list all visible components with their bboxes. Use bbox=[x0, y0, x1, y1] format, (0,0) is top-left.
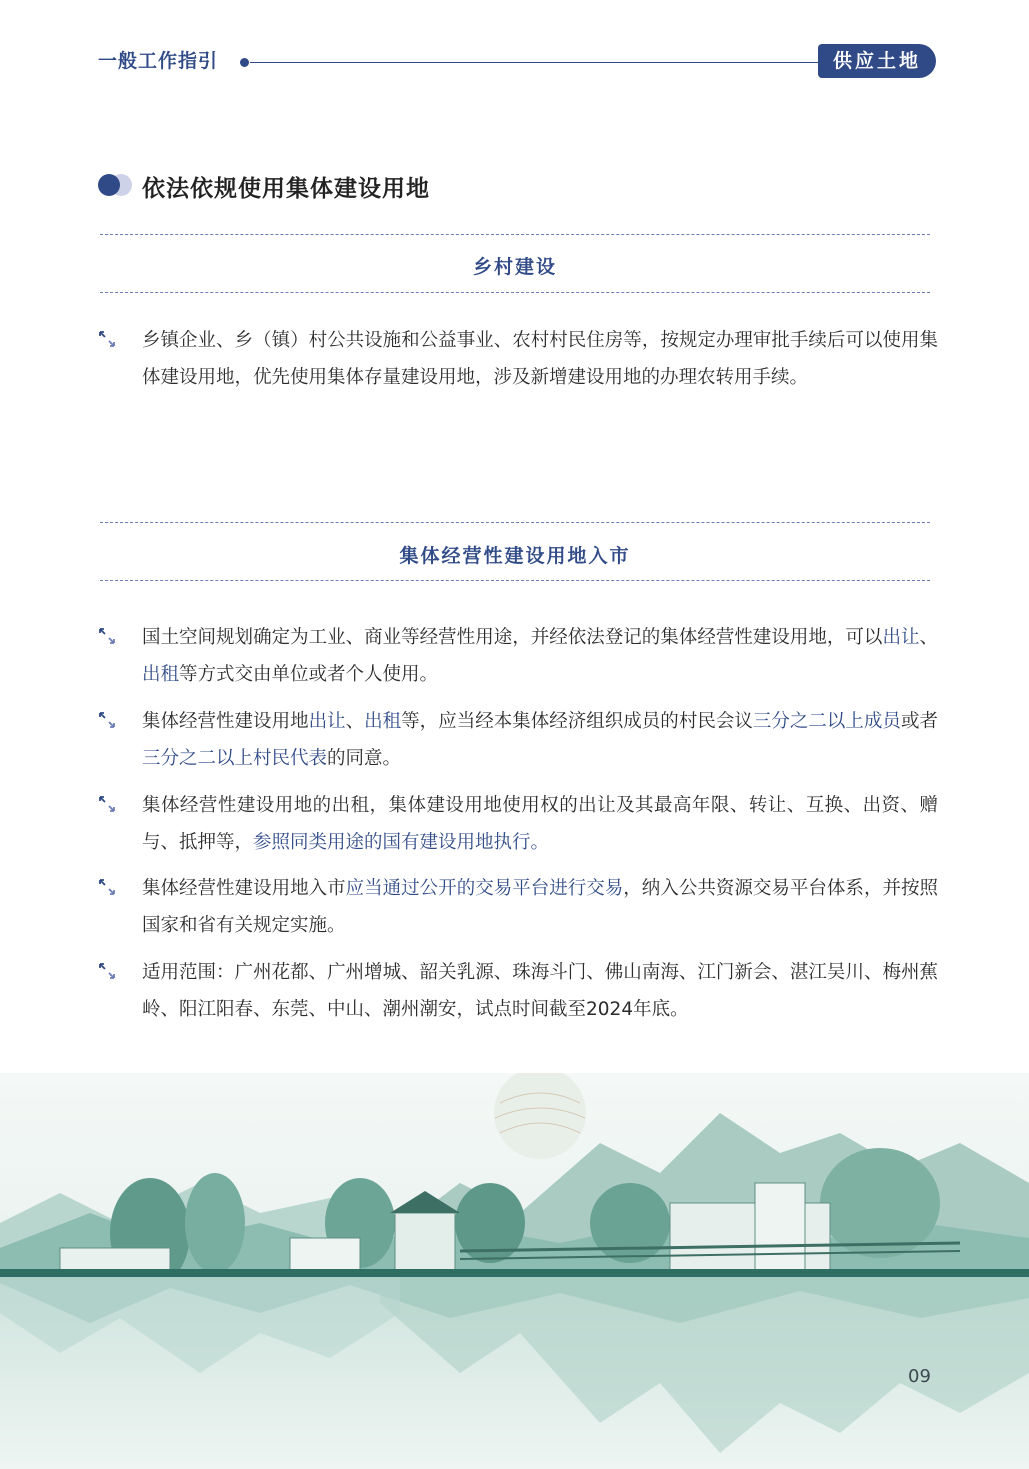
highlight-text: 出让 bbox=[308, 711, 346, 732]
list-item bbox=[98, 870, 938, 944]
highlight-text: 出让 bbox=[882, 627, 920, 648]
diagonal-arrows-icon bbox=[98, 627, 116, 645]
highlight-text: 出租 bbox=[142, 664, 180, 685]
highlight-text: 参照同类用途的国有建设用地执行。 bbox=[253, 832, 550, 853]
highlight-text: 出租 bbox=[364, 711, 402, 732]
list-item-text: 国土空间规划确定为工业、商业等经营性用途，并经依法登记的集体经营性建设用地，可以出让、出租等方式交由单位或者个人使用。 bbox=[142, 627, 938, 685]
diagonal-arrows-icon bbox=[98, 711, 116, 729]
chapter-tab: 供应土地 bbox=[818, 44, 936, 78]
highlight-text: 三分之二以上成员 bbox=[752, 711, 901, 732]
dashed-divider bbox=[100, 292, 930, 293]
list-item-text: 集体经营性建设用地出让、出租等，应当经本集体经济组织成员的村民会议三分之二以上成员或者三分之二以上村民代表的同意。 bbox=[142, 711, 938, 769]
list-item-text: 集体经营性建设用地的出租，集体建设用地使用权的出让及其最高年限、转让、互换、出资、赠与、抵押等，参照同类用途的国有建设用地执行。 bbox=[142, 795, 938, 853]
list-item bbox=[98, 954, 938, 1028]
double-circle-icon bbox=[98, 174, 132, 196]
village-landscape-illustration bbox=[0, 1073, 1029, 1469]
diagonal-arrows-icon bbox=[98, 330, 116, 348]
list-item bbox=[98, 322, 938, 396]
list-item-text: 集体经营性建设用地入市应当通过公开的交易平台进行交易，纳入公共资源交易平台体系，并按照国家和省有关规定实施。 bbox=[142, 878, 938, 936]
list-item bbox=[98, 619, 938, 693]
list-item-text: 乡镇企业、乡（镇）村公共设施和公益事业、农村村民住房等，按规定办理审批手续后可以使用集体建设用地，优先使用集体存量建设用地，涉及新增建设用地的办理农转用手续。 bbox=[142, 330, 938, 388]
header-dot bbox=[240, 58, 249, 67]
diagonal-arrows-icon bbox=[98, 962, 116, 980]
dashed-divider bbox=[100, 580, 930, 581]
highlight-text: 三分之二以上村民代表 bbox=[142, 748, 328, 769]
page-number: 09 bbox=[908, 1366, 931, 1387]
section-title: 依法依规使用集体建设用地 bbox=[142, 176, 430, 202]
diagonal-arrows-icon bbox=[98, 878, 116, 896]
dashed-divider bbox=[100, 234, 930, 235]
diagonal-arrows-icon bbox=[98, 795, 116, 813]
subsection-title: 集体经营性建设用地入市 bbox=[399, 545, 631, 567]
header-rule bbox=[250, 62, 830, 63]
subsection-title: 乡村建设 bbox=[472, 256, 557, 278]
running-header-label: 一般工作指引 bbox=[98, 50, 219, 72]
highlight-text: 应当通过公开的交易平台进行交易 bbox=[345, 878, 624, 899]
list-item-text: 适用范围：广州花都、广州增城、韶关乳源、珠海斗门、佛山南海、江门新会、湛江吴川、梅州蕉岭、阳江阳春、东莞、中山、潮州潮安，试点时间截至2024年底。 bbox=[142, 962, 938, 1020]
list-item bbox=[98, 787, 938, 861]
dashed-divider bbox=[100, 522, 930, 523]
list-item bbox=[98, 703, 938, 777]
